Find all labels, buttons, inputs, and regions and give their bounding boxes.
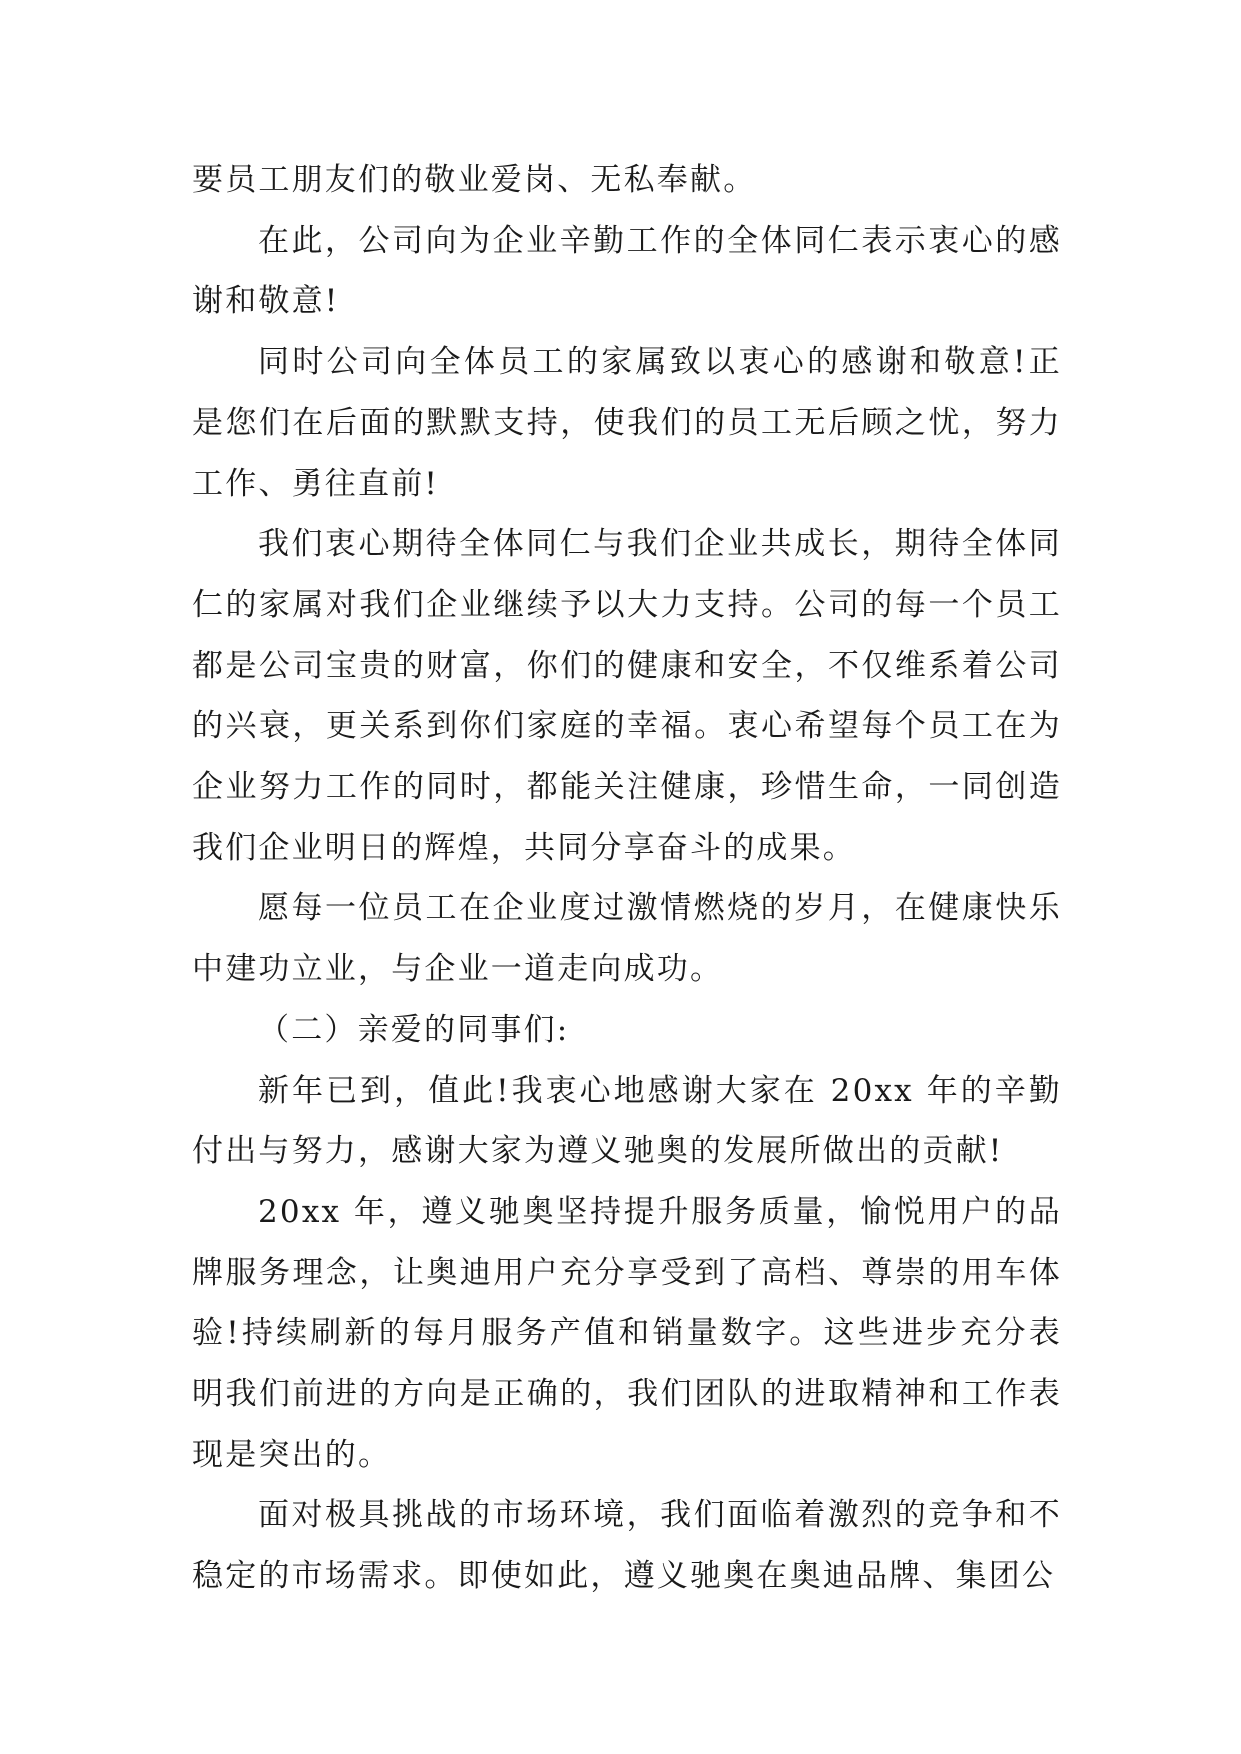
paragraph-6: 新年已到，值此!我衷心地感谢大家在 20xx 年的辛勤付出与努力，感谢大家为遵义驰奥的发展所做出的贡献! <box>192 1072 1062 1170</box>
paragraph-8: 面对极具挑战的市场环境，我们面临着激烈的竞争和不稳定的市场需求。即使如此，遵义驰奥在奥迪品牌、集团公 <box>192 1497 1062 1595</box>
document-body <box>192 150 1062 1607</box>
paragraph-2: 在此，公司向为企业辛勤工作的全体同仁表示衷心的感谢和敬意! <box>192 222 1062 320</box>
paragraph-1: 要员工朋友们的敬业爱岗、无私奉献。 <box>192 162 757 198</box>
paragraph-3: 同时公司向全体员工的家属致以衷心的感谢和敬意!正是您们在后面的默默支持，使我们的员工无后顾之忧，努力工作、勇往直前! <box>192 344 1062 502</box>
paragraph-4: 我们衷心期待全体同仁与我们企业共成长，期待全体同仁的家属对我们企业继续予以大力支持。公司的每一个员工都是公司宝贵的财富，你们的健康和安全，不仅维系着公司的兴衰，更关系到你们家庭的幸福。衷心希望每个员工在为企业努力工作的同时，都能关注健康，珍惜生命，一同创造我们企业明日的辉煌，共同分享奋斗的成果。 <box>192 526 1062 866</box>
paragraph-7: 20xx 年，遵义驰奥坚持提升服务质量，愉悦用户的品牌服务理念，让奥迪用户充分享受到了高档、尊崇的用车体验!持续刷新的每月服务产值和销量数字。这些进步充分表明我们前进的方向是正确的，我们团队的进取精神和工作表现是突出的。 <box>192 1193 1062 1473</box>
section-heading: （二）亲爱的同事们: <box>258 1011 570 1048</box>
paragraph-5: 愿每一位员工在企业度过激情燃烧的岁月，在健康快乐中建功立业，与企业一道走向成功。 <box>192 890 1062 988</box>
